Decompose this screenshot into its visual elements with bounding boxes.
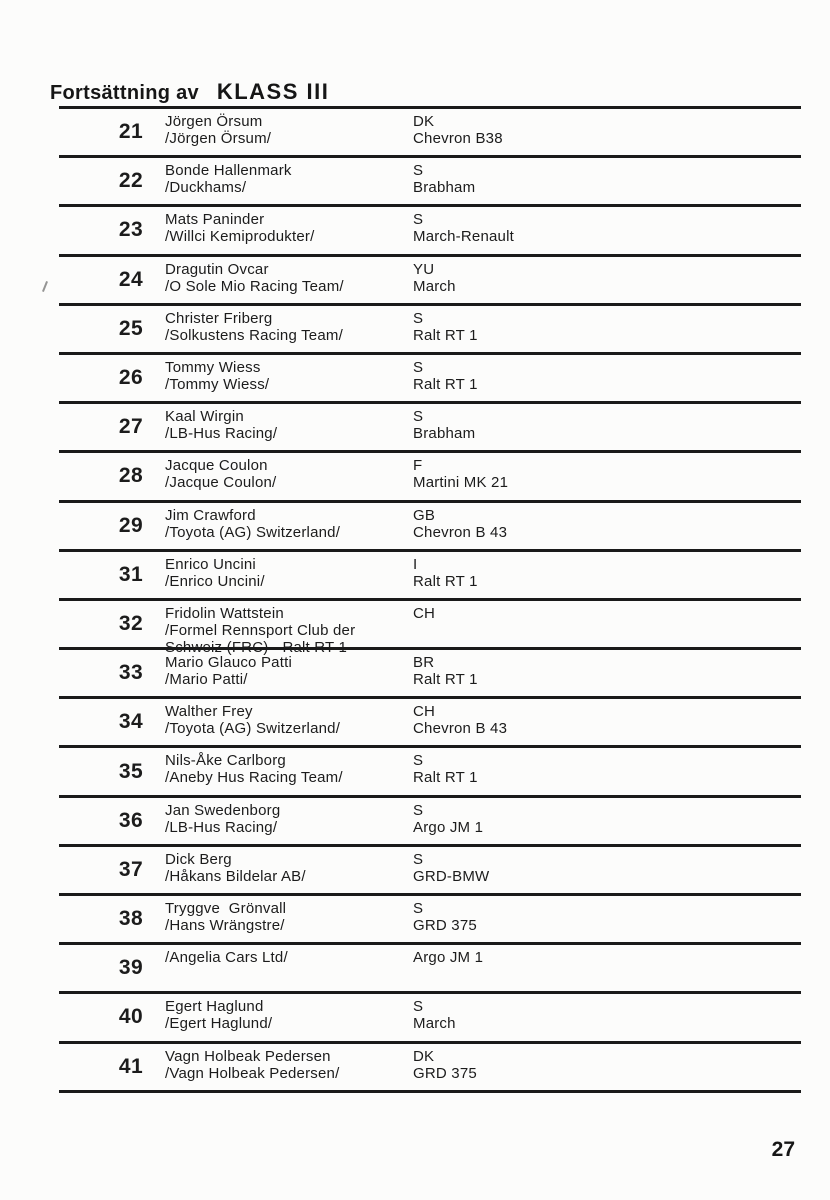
car-model: GRD 375 [413,1064,477,1082]
car-model: Chevron B 43 [413,523,508,541]
table-row [59,650,801,699]
nationality-car-cell [413,994,801,1040]
entrant-cell [165,453,413,499]
entrant-name: /Duckhams/ [165,179,247,197]
country-code: S [413,900,424,917]
car-model: Ralt RT 1 [413,572,478,590]
entry-number: 29 [118,513,144,537]
entrant-cell [165,257,413,303]
entry-number: 23 [118,218,144,242]
driver-name: Jacque Coulon [165,457,268,475]
entrant-line [165,376,413,393]
table-row [59,355,801,404]
table-row [59,994,801,1043]
table-row [59,207,801,256]
car-model: Chevron B 43 [413,720,508,738]
entrant-cell [165,847,413,893]
entrant-name: /Willci Kemiprodukter/ [165,228,315,246]
entrant-name: /Solkustens Racing Team/ [165,326,343,344]
country-code: S [413,408,424,426]
entrant-line [165,769,413,786]
page-title-class: KLASS III [216,79,330,104]
entrant-line [165,425,413,442]
entry-number: 22 [118,169,144,193]
car-model: Brabham [413,179,476,197]
entrant-line [165,573,413,590]
entrant-cell [165,601,413,656]
nationality-car-cell [413,306,801,352]
entrant-line [165,524,413,541]
entrant-cell [165,306,413,352]
entrant-cell [165,503,413,549]
driver-name: Bonde Hallenmark [165,162,292,180]
nationality-car-cell [413,257,801,303]
page-title [50,70,329,107]
table-row [59,109,801,158]
entrant-name: /Toyota (AG) Switzerland/ [165,523,341,541]
country-code: CH [413,604,436,622]
entrant-line [165,720,413,737]
entry-number: 31 [118,562,144,586]
entry-number: 37 [118,857,144,881]
country-code: I [413,555,418,573]
entrant-cell [165,896,413,942]
driver-name: Dragutin Ovcar [165,260,269,278]
entrant-cell [165,207,413,253]
nationality-car-cell [413,798,801,844]
nationality-car-cell [413,896,801,942]
entrant-name: /Aneby Hus Racing Team/ [165,769,343,787]
car-model: GRD-BMW [413,867,490,885]
entrant-cell [165,650,413,696]
country-code: DK [413,1047,435,1065]
entrant-cell [165,355,413,401]
driver-name: Enrico Uncini [165,555,256,573]
entry-number: 34 [118,710,144,734]
nationality-car-cell [413,847,801,893]
entrant-cell [165,798,413,844]
entrant-name: /Vagn Holbeak Pedersen/ [165,1064,340,1082]
table-row [59,699,801,748]
entrant-cell [165,699,413,745]
nationality-car-cell [413,503,801,549]
car-model: March [413,277,456,295]
entrant-line [165,868,413,885]
table-row [59,552,801,601]
entry-number: 24 [118,267,144,291]
entry-number: 38 [118,907,144,931]
entry-number: 33 [118,661,144,685]
driver-name: Tommy Wiess [165,358,261,376]
entry-number: 40 [118,1005,144,1029]
entrant-cell [165,748,413,794]
entrant-line [165,474,413,491]
entrant-line [165,179,413,196]
driver-name: Mario Glauco Patti [165,654,292,672]
table-row [59,158,801,207]
entry-number: 32 [118,611,144,635]
entry-number: 25 [118,316,144,340]
table-row [59,748,801,797]
entrant-name: /O Sole Mio Racing Team/ [165,277,344,295]
driver-name: Jan Swedenborg [165,801,281,819]
nationality-car-cell [413,355,801,401]
country-code: DK [413,113,435,130]
nationality-car-cell [413,650,801,696]
page-title-prefix: Fortsättning av [50,82,199,104]
entry-number: 36 [118,808,144,832]
country-code: CH [413,703,436,721]
entrant-line [165,327,413,344]
entrant-cell [165,404,413,450]
car-model: Argo JM 1 [413,818,484,836]
country-code: S [413,211,424,229]
entry-number: 35 [118,759,144,783]
country-code: S [413,801,424,819]
entrant-cell [165,1044,413,1090]
driver-name: Kaal Wirgin [165,408,244,426]
entrant-cell [165,109,413,155]
entrant-line [165,917,413,934]
entry-number: 21 [118,120,144,144]
table-row [59,404,801,453]
table-row [59,847,801,896]
page-number: 27 [771,1138,795,1161]
country-code: S [413,358,424,376]
entrant-cell [165,945,413,991]
car-model: Ralt RT 1 [413,375,478,393]
scan-artifact-mark [42,281,48,292]
table-row [59,798,801,847]
entrant-name: /LB-Hus Racing/ [165,425,278,443]
entrant-line [165,278,413,295]
entrant-line [165,949,413,966]
entrant-cell [165,552,413,598]
entrant-name: /Jörgen Örsum/ [165,130,272,147]
entrant-name: /Jacque Coulon/ [165,474,277,492]
table-row [59,453,801,502]
entry-number: 26 [118,366,144,390]
country-code: S [413,850,424,868]
entrant-name: /Toyota (AG) Switzerland/ [165,720,341,738]
driver-name: Vagn Holbeak Pedersen [165,1047,331,1065]
entry-number: 41 [118,1054,144,1078]
car-model: Martini MK 21 [413,474,509,492]
driver-name: Jörgen Örsum [165,113,263,130]
entrant-name: /Angelia Cars Ltd/ [165,949,288,967]
driver-name: Nils-Åke Carlborg [165,752,286,770]
entrant-cell [165,994,413,1040]
country-code: S [413,162,424,180]
country-code: S [413,998,424,1016]
entrant-name: /Enrico Uncini/ [165,572,265,590]
car-model: Brabham [413,425,476,443]
entrant-name: /Tommy Wiess/ [165,375,270,393]
nationality-car-cell [413,699,801,745]
nationality-car-cell [413,945,801,991]
driver-name: Walther Frey [165,703,253,721]
country-code: F [413,457,423,475]
country-code: YU [413,260,435,278]
driver-name: Jim Crawford [165,506,256,524]
entrant-line [165,671,413,688]
nationality-car-cell [413,158,801,204]
entrant-name: /Mario Patti/ [165,671,248,689]
entrant-name: /Formel Rennsport Club der Schweiz (FRC) [165,621,360,656]
entrant-name: /Håkans Bildelar AB/ [165,867,306,885]
table-row [59,601,801,656]
table-row [59,503,801,552]
car-model-inline: Ralt RT 1 [282,638,348,656]
entrant-line [165,1015,413,1032]
nationality-car-cell [413,748,801,794]
table-row [59,1044,801,1093]
driver-name: Fridolin Wattstein [165,604,284,622]
country-code: S [413,309,424,327]
nationality-car-cell [413,1044,801,1090]
country-code: S [413,752,424,770]
table-row [59,945,801,994]
car-model: GRD 375 [413,917,477,934]
driver-name: Tryggve Grönvall [165,900,287,917]
table-row [59,306,801,355]
entry-number: 39 [118,956,144,980]
car-model: Chevron B38 [413,130,503,147]
nationality-car-cell [413,552,801,598]
driver-name: Egert Haglund [165,998,264,1016]
nationality-car-cell [413,453,801,499]
entrant-name: /LB-Hus Racing/ [165,818,278,836]
entry-list-table [59,106,801,1093]
nationality-car-cell [413,207,801,253]
entry-number: 28 [118,464,144,488]
car-model: Ralt RT 1 [413,671,478,689]
driver-name: Mats Paninder [165,211,265,229]
car-model: Ralt RT 1 [413,769,478,787]
entrant-line [165,228,413,245]
country-code: GB [413,506,436,524]
entrant-name: /Hans Wrängstre/ [165,917,285,934]
entrant-line [165,130,413,147]
table-row [59,257,801,306]
entry-number: 27 [118,415,144,439]
entrant-cell [165,158,413,204]
entrant-line [165,819,413,836]
country-code: BR [413,654,435,672]
nationality-car-cell [413,109,801,155]
table-row [59,896,801,945]
entrant-line [165,1065,413,1082]
driver-name: Dick Berg [165,850,232,868]
nationality-car-cell [413,601,801,647]
car-model: March-Renault [413,228,514,246]
driver-name: Christer Friberg [165,309,273,327]
car-model: Argo JM 1 [413,949,484,967]
car-model: March [413,1015,456,1033]
nationality-car-cell [413,404,801,450]
car-model: Ralt RT 1 [413,326,478,344]
entrant-name: /Egert Haglund/ [165,1015,273,1033]
